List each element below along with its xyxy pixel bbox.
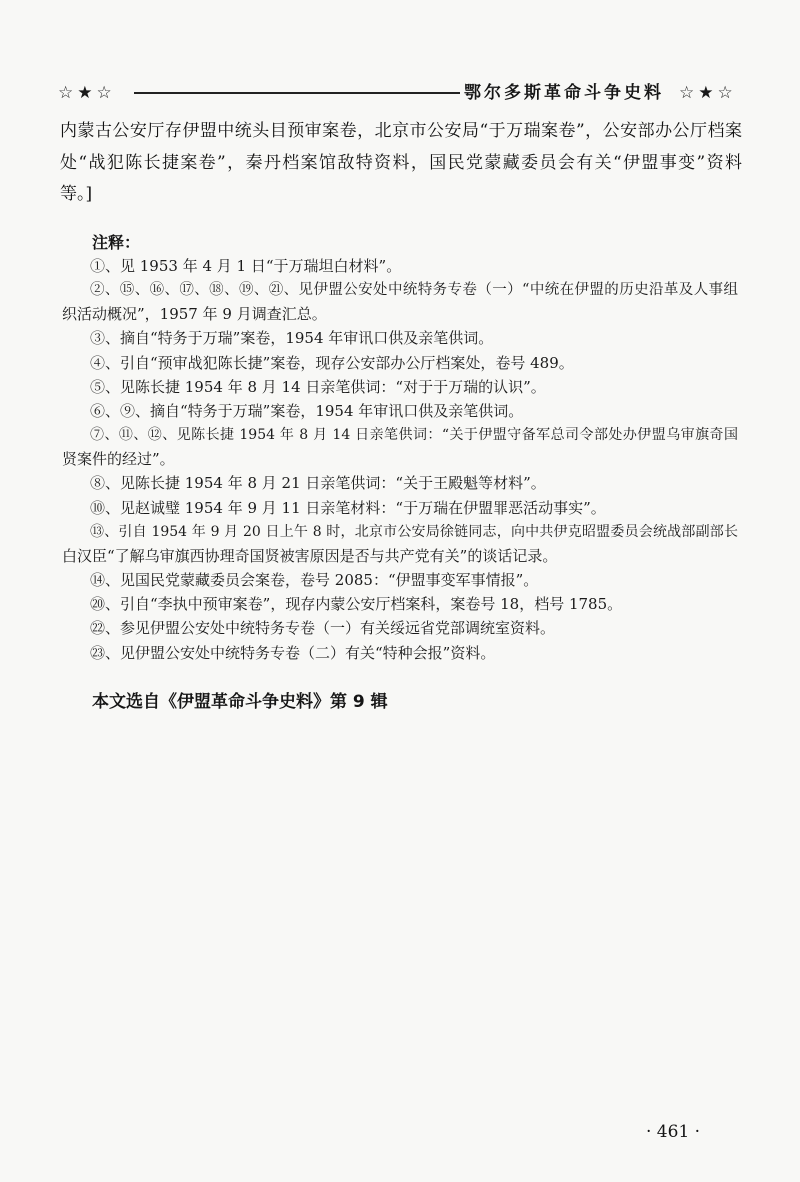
footnote: [60, 423, 738, 471]
footnote-line: ⑭、见国民党蒙藏委员会案卷，卷号 2085：“伊盟事变军事情报”。: [90, 571, 539, 590]
page-number: · 461 ·: [646, 1122, 701, 1142]
footnote-line: ①、见 1953 年 4 月 1 日“于万瑞坦白材料”。: [90, 257, 402, 275]
star-ornament-left-icon: ☆★☆: [58, 83, 116, 103]
body-line: 内蒙古公安厅存伊盟中统头目预审案卷，北京市公安局“于万瑞案卷”，公安部办公厅档案: [60, 121, 742, 141]
footnote: [60, 641, 738, 665]
running-title: 鄂尔多斯革命斗争史料: [464, 83, 664, 103]
header-rule: [134, 92, 460, 94]
star-ornament-right-icon: ☆★☆: [679, 83, 737, 103]
footnote-line: ⑳、引自“李执中预审案卷”，现存内蒙公安厅档案科，案卷号 18，档号 1785。: [90, 595, 623, 614]
source-note: 本文选自《伊盟革命斗争史料》第 9 辑: [92, 692, 388, 712]
footnote: [60, 375, 738, 399]
footnote-line: ⑤、见陈长捷 1954 年 8 月 14 日亲笔供词：“对于于万瑞的认识”。: [90, 377, 546, 396]
footnote: [60, 496, 738, 520]
footnote-line: ⑧、见陈长捷 1954 年 8 月 21 日亲笔供词：“关于王殿魁等材料”。: [90, 474, 546, 493]
footnote-line: ④、引自“预审战犯陈长捷”案卷，现存公安部办公厅档案处，卷号 489。: [90, 353, 574, 372]
footnote-line: ②、⑮、⑯、⑰、⑱、⑲、㉑、见伊盟公安处中统特务专卷（一）“中统在伊盟的历史沿革及人事组: [90, 282, 738, 299]
footnote: [60, 520, 738, 568]
footnotes-list: [60, 254, 738, 665]
body-line: 处“战犯陈长捷案卷”，秦丹档案馆敌特资料，国民党蒙藏委员会有关“伊盟事变”资料: [60, 152, 742, 173]
body-paragraph: [60, 116, 742, 211]
footnote-line: ⑬、引自 1954 年 9 月 20 日上午 8 时，北京市公安局徐链同志，向中共伊克昭盟委员会统战部副部长: [90, 523, 738, 540]
footnote-line: 白汉臣“了解乌审旗西协理奇国贤被害原因是否与共产党有关”的谈话记录。: [62, 546, 558, 565]
body-line: 等。]: [60, 184, 93, 204]
footnote-line: ㉒、参见伊盟公安处中统特务专卷（一）有关绥远省党部调统室资料。: [90, 619, 556, 638]
footnote-line: ㉓、见伊盟公安处中统特务专卷（二）有关“特种会报”资料。: [90, 643, 496, 662]
footnote-line: ⑦、⑪、⑫、见陈长捷 1954 年 8 月 14 日亲笔供词：“关于伊盟守备军总司令部处办伊盟乌审旗奇国: [90, 427, 738, 444]
footnote: [60, 399, 738, 423]
footnote: [60, 616, 738, 640]
footnote-line: 织活动概况”，1957 年 9 月调查汇总。: [62, 305, 327, 324]
footnote-line: ③、摘自“特务于万瑞”案卷，1954 年审讯口供及亲笔供词。: [90, 329, 494, 348]
footnote-line: ⑩、见赵诚璧 1954 年 9 月 11 日亲笔材料：“于万瑞在伊盟罪恶活动事实”。: [90, 498, 606, 517]
footnote: [60, 326, 738, 350]
footnote: [60, 278, 738, 326]
footnote: [60, 568, 738, 592]
footnote-line: 贤案件的经过”。: [62, 450, 175, 469]
footnote: [60, 254, 738, 278]
footnote: [60, 471, 738, 495]
notes-heading: 注释：: [92, 233, 141, 252]
footnote: [60, 351, 738, 375]
footnote-line: ⑥、⑨、摘自“特务于万瑞”案卷，1954 年审讯口供及亲笔供词。: [90, 401, 524, 420]
footnote: [60, 592, 738, 616]
